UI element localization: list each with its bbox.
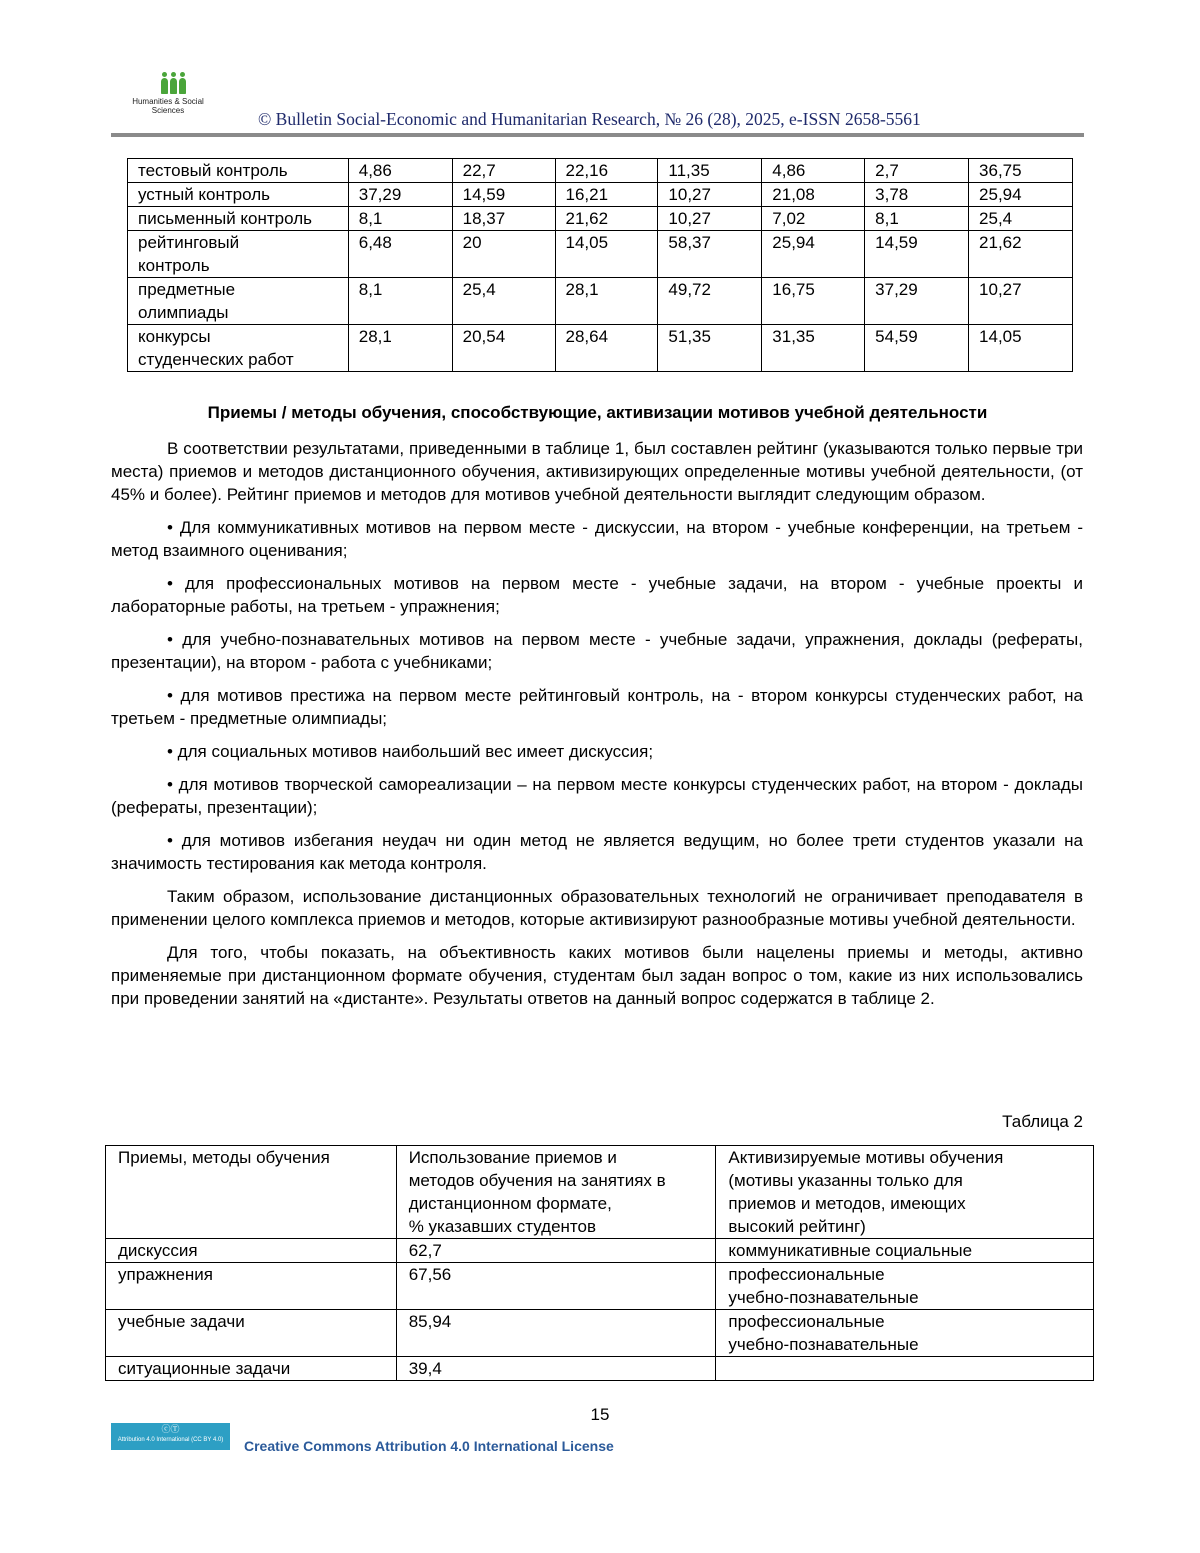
table-cell: 22,16 bbox=[555, 159, 658, 183]
header-divider bbox=[111, 133, 1084, 137]
section-heading: Приемы / методы обучения, способствующие, активизации мотивов учебной деятельности bbox=[207, 403, 988, 422]
row-label-cell: предметные олимпиады bbox=[128, 278, 349, 325]
table-cell: 28,1 bbox=[348, 325, 452, 372]
table-cell: 31,35 bbox=[762, 325, 865, 372]
journal-logo bbox=[118, 78, 218, 115]
logo-line-1: Humanities & Social bbox=[132, 97, 204, 106]
table-cell: 14,05 bbox=[555, 231, 658, 278]
table-cell: 25,4 bbox=[969, 207, 1073, 231]
table-cell: 8,1 bbox=[348, 207, 452, 231]
table-row bbox=[128, 159, 1073, 183]
table-cell: 36,75 bbox=[969, 159, 1073, 183]
table-cell: 2,7 bbox=[865, 159, 969, 183]
table-cell: 8,1 bbox=[348, 278, 452, 325]
logo-text bbox=[118, 97, 218, 115]
table-cell: 4,86 bbox=[348, 159, 452, 183]
table-cell: 67,56 bbox=[396, 1263, 716, 1310]
badge-text: Attribution 4.0 International (CC BY 4.0) bbox=[117, 1437, 224, 1443]
column-header: Активизируемые мотивы обучения (мотивы указанны только для приемов и методов, имеющих высокий рейтинг) bbox=[716, 1146, 1094, 1239]
methods-table-2 bbox=[105, 1145, 1094, 1381]
table-cell: 21,62 bbox=[969, 231, 1073, 278]
row-label-cell: устный контроль bbox=[128, 183, 349, 207]
table-cell: 21,08 bbox=[762, 183, 865, 207]
table-cell: 21,62 bbox=[555, 207, 658, 231]
table-cell: 20,54 bbox=[452, 325, 555, 372]
page-number: 15 bbox=[590, 1405, 610, 1424]
table-cell: 85,94 bbox=[396, 1310, 716, 1357]
row-label-cell: конкурсы студенческих работ bbox=[128, 325, 349, 372]
table-cell: 11,35 bbox=[658, 159, 762, 183]
table-row bbox=[128, 278, 1073, 325]
table-cell: 20 bbox=[452, 231, 555, 278]
table-cell: коммуникативные социальные bbox=[716, 1239, 1094, 1263]
table-cell: 16,21 bbox=[555, 183, 658, 207]
row-label-cell: упражнения bbox=[106, 1263, 397, 1310]
table-cell: 14,59 bbox=[452, 183, 555, 207]
bullet-item: • для профессиональных мотивов на первом месте - учебные задачи, на втором - учебные проекты и лабораторные работы, на третьем - упражнения; bbox=[111, 574, 1083, 616]
row-label-cell: письменный контроль bbox=[128, 207, 349, 231]
table-row bbox=[106, 1310, 1094, 1357]
table-cell: 25,94 bbox=[969, 183, 1073, 207]
cc-by-icon: ⓒⓉ bbox=[161, 1424, 180, 1434]
table-cell: 10,27 bbox=[969, 278, 1073, 325]
table-row bbox=[106, 1263, 1094, 1310]
bullet-item: • для социальных мотивов наибольший вес имеет дискуссия; bbox=[167, 742, 654, 761]
table-cell: 10,27 bbox=[658, 183, 762, 207]
table-cell: профессиональные учебно-познавательные bbox=[716, 1263, 1094, 1310]
table-row bbox=[106, 1357, 1094, 1381]
logo-line-2: Sciences bbox=[151, 106, 185, 115]
table-row bbox=[106, 1239, 1094, 1263]
table-cell: 28,1 bbox=[555, 278, 658, 325]
people-logo-icon bbox=[128, 78, 218, 94]
bullet-item: • для мотивов творческой самореализации – на первом месте конкурсы студенческих работ, на втором - доклады (рефераты, презентации); bbox=[111, 775, 1083, 817]
body-text bbox=[111, 437, 1083, 1020]
table-cell: 37,29 bbox=[865, 278, 969, 325]
table-cell: 7,02 bbox=[762, 207, 865, 231]
table-cell: 10,27 bbox=[658, 207, 762, 231]
row-label-cell: рейтинговый контроль bbox=[128, 231, 349, 278]
table-cell: 6,48 bbox=[348, 231, 452, 278]
table-cell: 18,37 bbox=[452, 207, 555, 231]
table-row bbox=[128, 231, 1073, 278]
table-cell: 54,59 bbox=[865, 325, 969, 372]
table-cell: 51,35 bbox=[658, 325, 762, 372]
table-cell: 4,86 bbox=[762, 159, 865, 183]
bullet-item: • для мотивов избегания неудач ни один метод не является ведущим, но более трети студентов указали на значимость тестирования как метода контроля. bbox=[111, 831, 1083, 873]
table-cell: 58,37 bbox=[658, 231, 762, 278]
table-cell: 22,7 bbox=[452, 159, 555, 183]
row-label-cell: тестовый контроль bbox=[128, 159, 349, 183]
table-cell: профессиональные учебно-познавательные bbox=[716, 1310, 1094, 1357]
paragraph: Для того, чтобы показать, на объективность каких мотивов были нацелены приемы и методы, активно применяемые при дистанционном формате обучения, студентам был задан вопрос о том, какие из них использовались при проведении занятий на «дистанте». Результаты ответов на данный вопрос содержатся в таблице 2. bbox=[111, 943, 1083, 1008]
table-row bbox=[106, 1146, 1094, 1239]
table-row bbox=[128, 207, 1073, 231]
table-cell: 25,94 bbox=[762, 231, 865, 278]
row-label-cell: дискуссия bbox=[106, 1239, 397, 1263]
table-cell: 28,64 bbox=[555, 325, 658, 372]
table-cell: 39,4 bbox=[396, 1357, 716, 1381]
paragraph: Таким образом, использование дистанционных образовательных технологий не ограничивает преподавателя в применении целого комплекса приемов и методов, которые активизируют разнообразные мотивы учебной деятельности. bbox=[111, 887, 1083, 929]
column-header: Приемы, методы обучения bbox=[106, 1146, 397, 1239]
table-cell bbox=[716, 1357, 1094, 1381]
table-row bbox=[128, 325, 1073, 372]
table-cell: 25,4 bbox=[452, 278, 555, 325]
table-cell: 3,78 bbox=[865, 183, 969, 207]
paragraph: В соответствии результатами, приведенными в таблице 1, был составлен рейтинг (указываются только первые три места) приемов и методов дистанционного обучения, активизирующих определенные мотивы учебной деятельности, (от 45% и более). Рейтинг приемов и методов для мотивов учебной деятельности выглядит следующим образом. bbox=[111, 439, 1083, 504]
table-2-caption: Таблица 2 bbox=[1002, 1112, 1083, 1131]
table-cell: 49,72 bbox=[658, 278, 762, 325]
bullet-item: • Для коммуникативных мотивов на первом месте - дискуссии, на втором - учебные конференции, на третьем - метод взаимного оценивания; bbox=[111, 518, 1083, 560]
table-cell: 14,05 bbox=[969, 325, 1073, 372]
table-cell: 62,7 bbox=[396, 1239, 716, 1263]
table-cell: 8,1 bbox=[865, 207, 969, 231]
bullet-item: • для учебно-познавательных мотивов на первом месте - учебные задачи, упражнения, доклады (рефераты, презентации), на втором - работа с учебниками; bbox=[111, 630, 1083, 672]
table-cell: 37,29 bbox=[348, 183, 452, 207]
bullet-item: • для мотивов престижа на первом месте рейтинговый контроль, на - втором конкурсы студенческих работ, на третьем - предметные олимпиады; bbox=[111, 686, 1083, 728]
license-link[interactable]: Creative Commons Attribution 4.0 International License bbox=[244, 1438, 614, 1454]
row-label-cell: учебные задачи bbox=[106, 1310, 397, 1357]
table-row bbox=[128, 183, 1073, 207]
results-table-1 bbox=[127, 158, 1073, 372]
row-label-cell: ситуационные задачи bbox=[106, 1357, 397, 1381]
table-cell: 16,75 bbox=[762, 278, 865, 325]
journal-header: © Bulletin Social-Economic and Humanitarian Research, № 26 (28), 2025, e-ISSN 2658-5561 bbox=[258, 109, 921, 129]
cc-license-badge[interactable] bbox=[111, 1423, 230, 1450]
table-cell: 14,59 bbox=[865, 231, 969, 278]
column-header: Использование приемов и методов обучения на занятиях в дистанционном формате, % указавших студентов bbox=[396, 1146, 716, 1239]
